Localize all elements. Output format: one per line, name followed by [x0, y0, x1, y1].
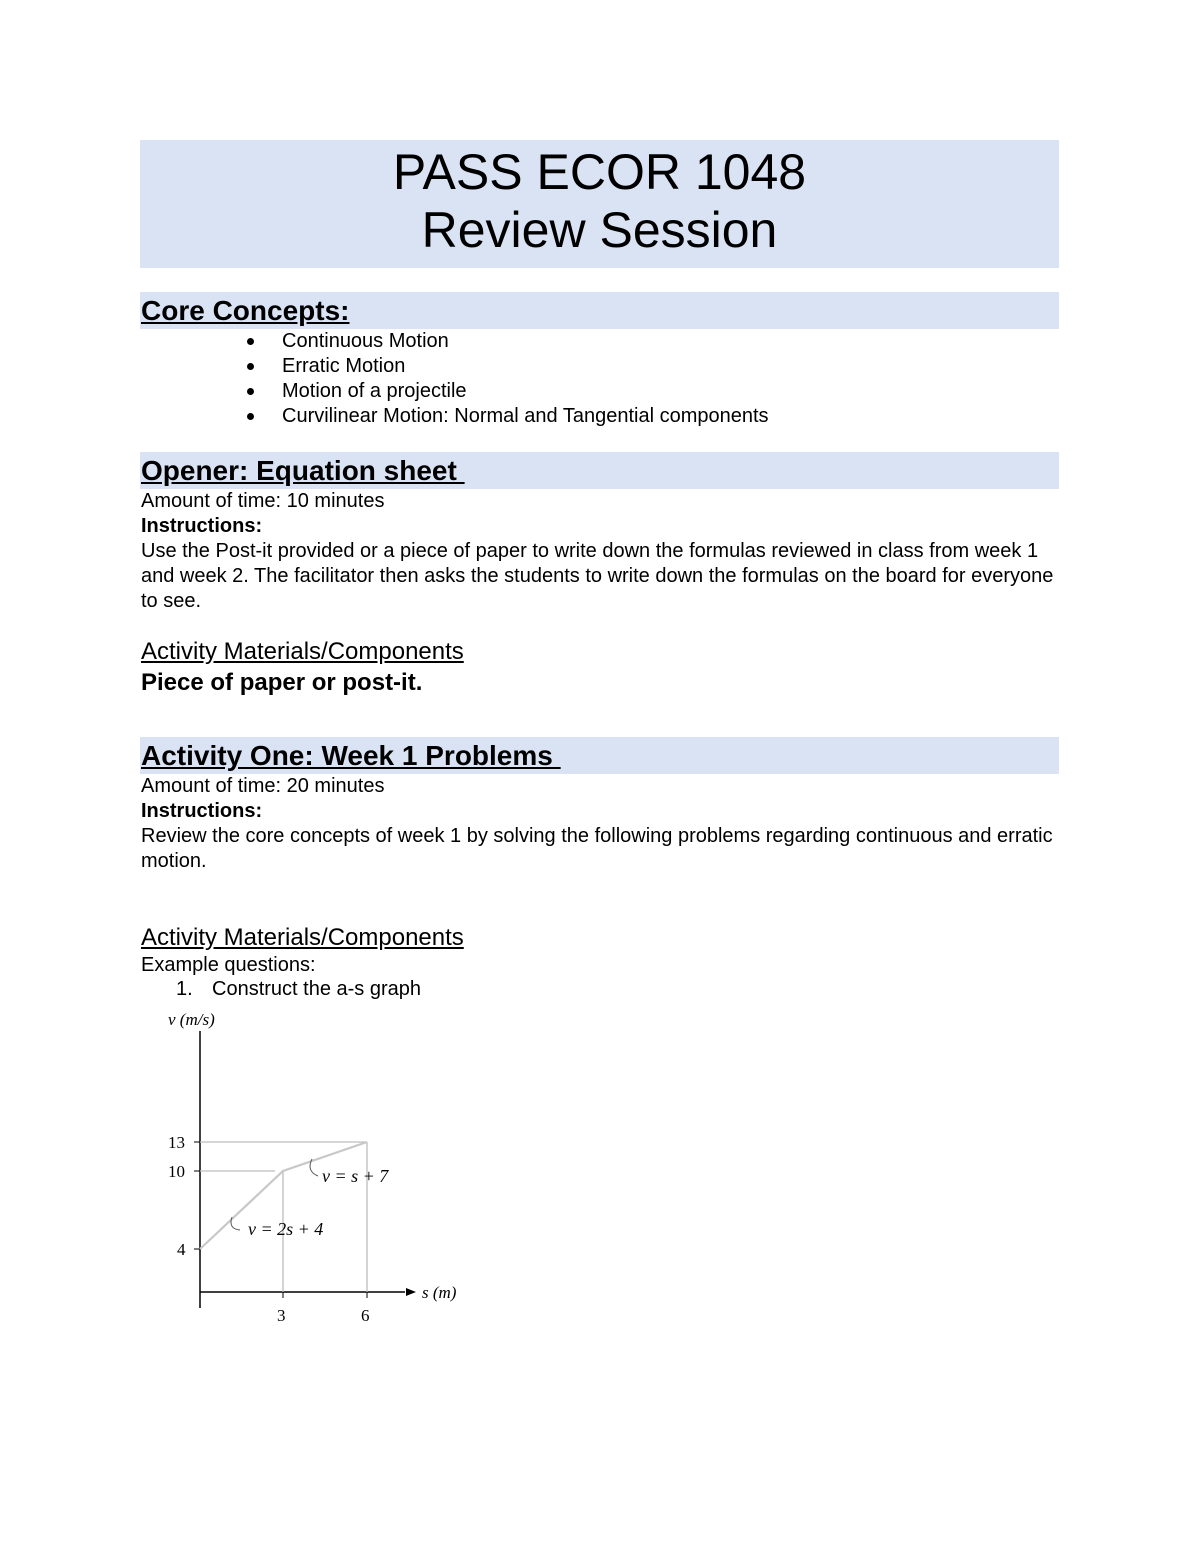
activity-one-instructions-label: Instructions:	[141, 800, 263, 822]
question-item	[176, 977, 421, 1002]
list-item-text: Continuous Motion	[282, 330, 449, 352]
core-concepts-heading: Core Concepts:	[141, 295, 350, 326]
activity-one-instructions: Review the core concepts of week 1 by solving the following problems regarding continuous and erratic motion.	[141, 825, 1053, 872]
y-tick-label: 10	[168, 1162, 185, 1181]
opener-materials: Piece of paper or post-it.	[141, 669, 423, 696]
opener-instructions: Use the Post-it provided or a piece of paper to write down the formulas reviewed in class from week 1 and week 2. The facilitator then asks the students to write down the formulas on the board for everyone to see.	[141, 540, 1054, 612]
title-box	[140, 140, 1059, 268]
core-concepts-list	[0, 329, 769, 429]
opener-heading: Opener: Equation sheet	[141, 455, 465, 486]
opener-instructions-label: Instructions:	[141, 515, 263, 537]
y-axis-label: v (m/s)	[168, 1010, 215, 1029]
question-text: Construct the a-s graph	[212, 978, 421, 1000]
bullet-icon	[247, 338, 254, 345]
list-item-text: Motion of a projectile	[282, 380, 467, 402]
v-s-graph	[160, 1003, 480, 1333]
list-item	[0, 354, 769, 379]
y-tick-label: 4	[177, 1240, 186, 1259]
x-tick-label: 6	[361, 1306, 370, 1325]
title-line-1: PASS ECOR 1048	[392, 144, 807, 200]
x-axis-label: s (m)	[422, 1283, 457, 1302]
question-number: 1.	[176, 978, 193, 1000]
activity-one-time: Amount of time: 20 minutes	[141, 775, 385, 797]
bullet-icon	[247, 363, 254, 370]
activity-one-materials-heading: Activity Materials/Components	[141, 924, 464, 951]
eq2-label: v = 2s + 4	[248, 1219, 324, 1239]
example-questions-label: Example questions:	[141, 954, 316, 976]
opener-time: Amount of time: 10 minutes	[141, 490, 385, 512]
eq1-label: v = s + 7	[322, 1166, 389, 1186]
bullet-icon	[247, 388, 254, 395]
list-item-text: Erratic Motion	[282, 355, 406, 377]
eq1-leader	[310, 1159, 318, 1176]
list-item-text: Curvilinear Motion: Normal and Tangential components	[282, 405, 769, 427]
list-item	[0, 404, 769, 429]
activity-one-heading: Activity One: Week 1 Problems	[141, 740, 561, 771]
v-s-graph-svg	[160, 1003, 480, 1333]
x-tick-label: 3	[277, 1306, 286, 1325]
bullet-icon	[247, 413, 254, 420]
list-item	[0, 379, 769, 404]
list-item	[0, 329, 769, 354]
y-tick-label: 13	[168, 1133, 185, 1152]
title-line-2: Review Session	[421, 202, 778, 258]
x-axis-arrow-icon	[406, 1288, 416, 1296]
opener-materials-heading: Activity Materials/Components	[141, 638, 464, 665]
